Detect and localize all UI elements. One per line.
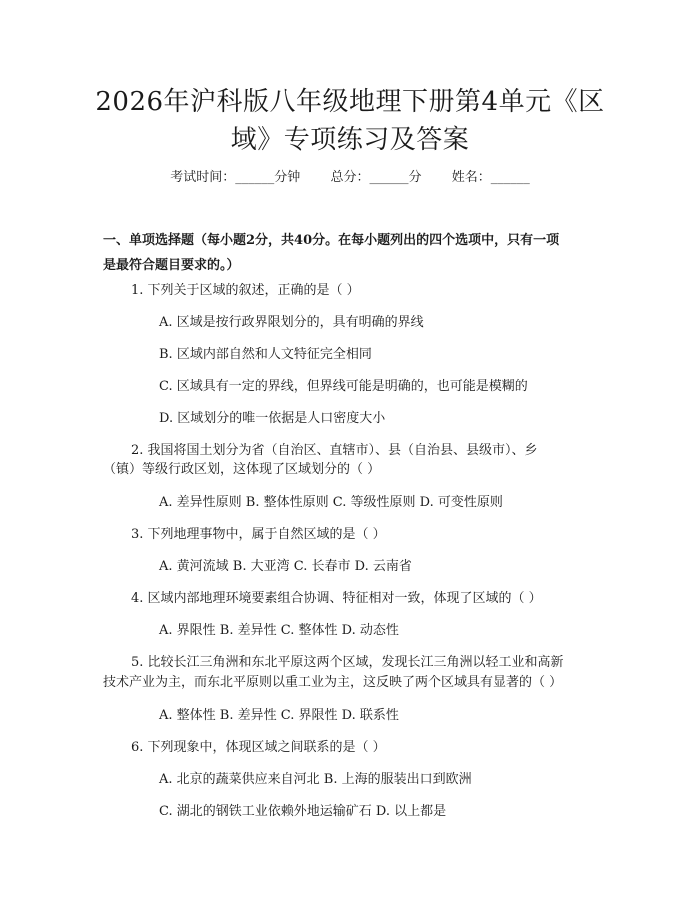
question-5-stem-line-1: 5. 比较长江三角洲和东北平原这两个区域，发现长江三角洲以轻工业和高新 xyxy=(131,655,564,670)
exam-score-field: 总分：______分 xyxy=(330,170,422,185)
question-2-options: A. 差异性原则 B. 整体性原则 C. 等级性原则 D. 可变性原则 xyxy=(159,495,503,510)
question-4-options: A. 界限性 B. 差异性 C. 整体性 D. 动态性 xyxy=(159,623,399,638)
question-2-stem-line-2: （镇）等级行政区划，这体现了区域划分的（ ） xyxy=(103,462,381,477)
question-3-stem: 3. 下列地理事物中，属于自然区域的是（ ） xyxy=(131,527,386,542)
section-heading-line-2: 是最符合题目要求的。） xyxy=(103,258,240,273)
question-6-options-line-2: C. 湖北的钢铁工业依赖外地运输矿石 D. 以上都是 xyxy=(159,804,447,819)
question-6-options-line-1: A. 北京的蔬菜供应来自河北 B. 上海的服装出口到欧洲 xyxy=(159,772,472,787)
section-heading-line-1: 一、单项选择题（每小题2分，共40分。在每小题列出的四个选项中，只有一项 xyxy=(103,233,560,248)
question-3-options: A. 黄河流域 B. 大亚湾 C. 长春市 D. 云南省 xyxy=(159,559,412,574)
question-1-option-b: B. 区域内部自然和人文特征完全相同 xyxy=(159,347,372,362)
question-1-option-c: C. 区域具有一定的界线，但界线可能是明确的，也可能是模糊的 xyxy=(159,379,528,394)
exam-time-field: 考试时间：______分钟 xyxy=(170,170,301,185)
question-6-stem: 6. 下列现象中，体现区域之间联系的是（ ） xyxy=(131,740,386,755)
question-4-stem: 4. 区域内部地理环境要素组合协调、特征相对一致，体现了区域的（ ） xyxy=(131,591,542,606)
section-heading xyxy=(103,228,603,278)
exam-name-field: 姓名：______ xyxy=(451,170,530,185)
page-title-line-1: 2026年沪科版八年级地理下册第4单元《区 xyxy=(95,87,605,117)
question-1-stem: 1. 下列关于区域的叙述，正确的是（ ） xyxy=(131,283,360,298)
exam-info-row xyxy=(0,168,700,188)
question-1-option-d: D. 区域划分的唯一依据是人口密度大小 xyxy=(159,411,386,426)
question-2-stem-line-1: 2. 我国将国土划分为省（自治区、直辖市）、县（自治县、县级市）、乡 xyxy=(131,443,538,458)
page-title-line-2: 域》专项练习及答案 xyxy=(230,125,470,155)
question-5-options: A. 整体性 B. 差异性 C. 界限性 D. 联系性 xyxy=(159,708,399,723)
question-1-option-a: A. 区域是按行政界限划分的，具有明确的界线 xyxy=(159,315,424,330)
question-5-stem-line-2: 技术产业为主，而东北平原则以重工业为主，这反映了两个区域具有显著的（ ） xyxy=(103,675,563,690)
